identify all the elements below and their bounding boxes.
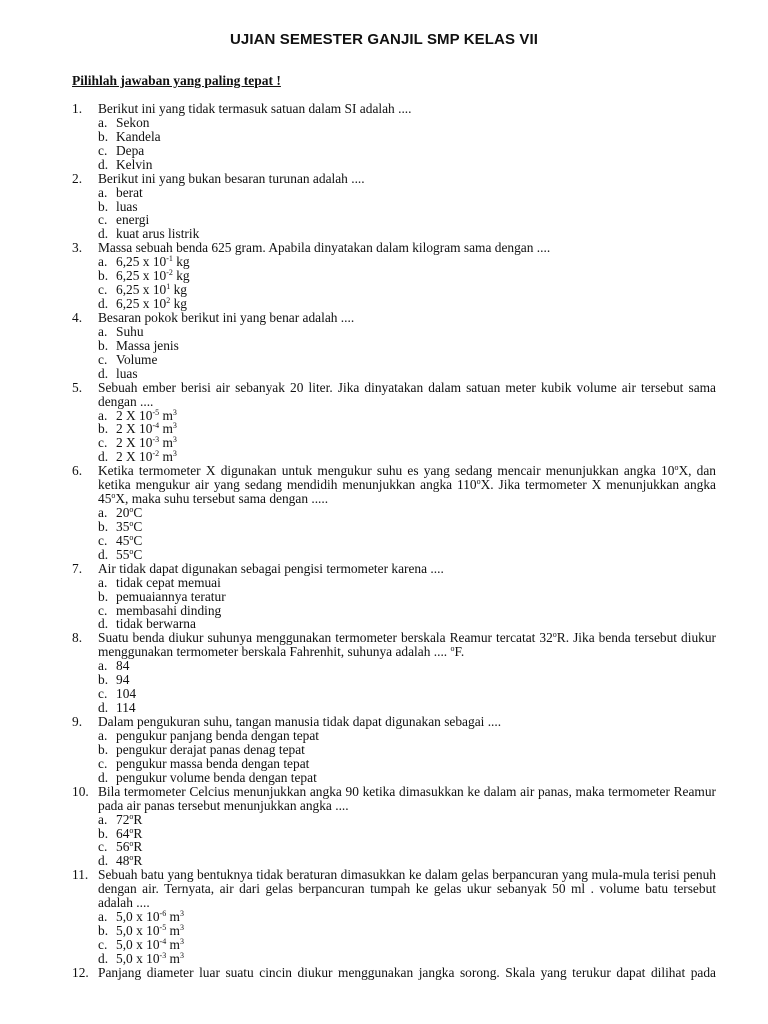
superscript: o bbox=[674, 463, 679, 473]
option-text: 64$^o$R bbox=[116, 825, 143, 841]
option-letter: c. bbox=[98, 532, 108, 548]
question-text: Dalam pengukuran suhu, tangan manusia tidak dapat digunakan sebagai .... bbox=[98, 714, 502, 729]
superscript: o bbox=[111, 491, 116, 501]
answer-option bbox=[98, 701, 716, 715]
superscript: -6 bbox=[159, 909, 167, 919]
superscript: -3 bbox=[159, 950, 167, 960]
option-letter: b. bbox=[98, 519, 109, 535]
superscript: 2 bbox=[166, 295, 171, 305]
answer-option bbox=[98, 227, 716, 241]
option-letter: b. bbox=[98, 923, 109, 939]
question-number: 2. bbox=[72, 170, 83, 186]
answer-option bbox=[98, 771, 716, 785]
option-text: kuat arus listrik bbox=[116, 226, 200, 242]
question-number: 3. bbox=[72, 240, 83, 256]
question-number: 7. bbox=[72, 560, 83, 576]
option-letter: a. bbox=[98, 811, 108, 827]
option-letter: c. bbox=[98, 212, 108, 228]
answer-options bbox=[72, 910, 716, 966]
answer-option bbox=[98, 144, 716, 158]
page-title: UJIAN SEMESTER GANJIL SMP KELAS VII bbox=[229, 31, 538, 48]
option-text: 2 X $10^{-2}$ $m^3$ bbox=[116, 449, 177, 465]
option-letter: d. bbox=[98, 226, 109, 242]
option-text: Kandela bbox=[116, 128, 161, 144]
option-text: 56$^o$R bbox=[116, 839, 143, 855]
superscript: -2 bbox=[152, 449, 160, 459]
answer-option bbox=[98, 297, 716, 311]
question-item bbox=[72, 464, 716, 562]
option-text: 2 X $10^{-5}$ $m^3$ bbox=[116, 407, 177, 423]
answer-option bbox=[98, 367, 716, 381]
answer-option bbox=[98, 213, 716, 227]
option-text: 6,25 x $10^{-1}$ kg bbox=[116, 254, 190, 270]
option-letter: c. bbox=[98, 686, 108, 702]
answer-options bbox=[72, 116, 716, 172]
question-text: Air tidak dapat digunakan sebagai pengisi termometer karena .... bbox=[98, 560, 444, 576]
superscript: o bbox=[476, 477, 481, 487]
question-text: Berikut ini yang tidak termasuk satuan dalam SI adalah .... bbox=[98, 101, 412, 116]
question-text: Berikut ini yang bukan besaran turunan adalah .... bbox=[98, 170, 365, 186]
answer-option bbox=[98, 840, 716, 854]
option-text: 72$^o$R bbox=[116, 811, 143, 827]
option-text: 94 bbox=[116, 672, 130, 688]
option-text: tidak cepat memuai bbox=[116, 574, 221, 590]
option-text: 35$^o$C bbox=[116, 519, 143, 535]
question-item bbox=[72, 715, 716, 785]
option-letter: b. bbox=[98, 421, 109, 437]
answer-option bbox=[98, 422, 716, 436]
option-letter: b. bbox=[98, 128, 109, 144]
option-text: 5,0 x $10^{-5}$ $m^3$ bbox=[116, 923, 184, 939]
question-text: Ketika termometer X digunakan untuk mengukur suhu es yang sedang mencair menunjukkan angka 10$^o$X, dan ketika mengukur air yang sedang mendidih menunjukkan angka 110$^o$X. Jika termometer X menunjukkan angka 45$^o$X, maka suhu tersebut sama dengan ..... bbox=[98, 463, 716, 507]
answer-option bbox=[98, 283, 716, 297]
question-item bbox=[72, 311, 716, 381]
option-text: tidak berwarna bbox=[116, 616, 196, 632]
answer-option bbox=[98, 729, 716, 743]
answer-options bbox=[72, 659, 716, 715]
question-item bbox=[72, 102, 716, 172]
option-letter: d. bbox=[98, 853, 109, 869]
answer-option bbox=[98, 409, 716, 423]
superscript: 3 bbox=[179, 923, 184, 933]
answer-option bbox=[98, 130, 716, 144]
option-text: pemuaiannya teratur bbox=[116, 588, 226, 604]
option-letter: d. bbox=[98, 365, 109, 381]
option-letter: c. bbox=[98, 282, 108, 298]
option-text: 2 X $10^{-4}$ $m^3$ bbox=[116, 421, 177, 437]
answer-option bbox=[98, 673, 716, 687]
answer-option bbox=[98, 353, 716, 367]
option-letter: a. bbox=[98, 505, 108, 521]
option-text: berat bbox=[116, 184, 143, 200]
superscript: -4 bbox=[152, 421, 160, 431]
superscript: -3 bbox=[152, 435, 160, 445]
answer-option bbox=[98, 743, 716, 757]
question-number: 11. bbox=[72, 867, 89, 883]
option-letter: b. bbox=[98, 198, 109, 214]
question-text: Bila termometer Celcius menunjukkan angka 90 ketika dimasukkan ke dalam air panas, maka termometer Reamur pada air panas tersebut menunjukkan angka .... bbox=[98, 783, 716, 813]
question-text: Sebuah batu yang bentuknya tidak beraturan dimasukkan ke dalam gelas berpancuran yang mula-mula terisi penuh dengan air. Ternyata, air dari gelas berpancuran tumpah ke gelas ukur sebanyak 50 ml . volume batu tersebut adalah .... bbox=[98, 867, 716, 911]
answer-option bbox=[98, 827, 716, 841]
option-letter: c. bbox=[98, 937, 108, 953]
answer-option bbox=[98, 186, 716, 200]
option-text: 55$^o$C bbox=[116, 546, 143, 562]
question-text: Sebuah ember berisi air sebanyak 20 liter. Jika dinyatakan dalam satuan meter kubik volume air tersebut sama dengan .... bbox=[98, 379, 716, 409]
option-letter: a. bbox=[98, 574, 108, 590]
answer-options bbox=[72, 255, 716, 311]
superscript: 3 bbox=[172, 435, 177, 445]
option-letter: d. bbox=[98, 295, 109, 311]
answer-option bbox=[98, 813, 716, 827]
option-letter: a. bbox=[98, 115, 108, 130]
answer-option bbox=[98, 548, 716, 562]
option-letter: b. bbox=[98, 825, 109, 841]
superscript: o bbox=[450, 644, 455, 654]
question-number: 5. bbox=[72, 379, 83, 395]
question-number: 9. bbox=[72, 714, 83, 729]
question-item bbox=[72, 172, 716, 242]
option-letter: c. bbox=[98, 351, 108, 367]
option-letter: b. bbox=[98, 268, 109, 284]
option-letter: b. bbox=[98, 672, 109, 688]
question-item bbox=[72, 966, 716, 980]
superscript: o bbox=[129, 839, 134, 849]
option-text: 6,25 x $10^2$ kg bbox=[116, 295, 187, 311]
superscript: o bbox=[129, 811, 134, 821]
answer-option bbox=[98, 576, 716, 590]
answer-option bbox=[98, 534, 716, 548]
option-letter: c. bbox=[98, 839, 108, 855]
answer-options bbox=[72, 576, 716, 632]
option-text: pengukur derajat panas denag tepat bbox=[116, 741, 305, 757]
answer-option bbox=[98, 590, 716, 604]
superscript: -1 bbox=[166, 254, 173, 264]
option-text: pengukur panjang benda dengan tepat bbox=[116, 728, 320, 743]
option-text: 5,0 x $10^{-4}$ $m^3$ bbox=[116, 937, 184, 953]
superscript: -2 bbox=[166, 268, 173, 278]
option-letter: a. bbox=[98, 909, 108, 925]
option-letter: d. bbox=[98, 700, 109, 716]
option-letter: d. bbox=[98, 950, 109, 966]
option-letter: d. bbox=[98, 769, 109, 785]
superscript: 3 bbox=[179, 950, 184, 960]
superscript: 3 bbox=[172, 449, 177, 459]
question-list bbox=[72, 102, 716, 980]
option-text: 5,0 x $10^{-6}$ $m^3$ bbox=[116, 909, 184, 925]
option-letter: b. bbox=[98, 588, 109, 604]
question-number: 6. bbox=[72, 463, 83, 479]
option-text: 6,25 x $10^1$ kg bbox=[116, 282, 187, 298]
superscript: o bbox=[129, 532, 134, 542]
option-text: Volume bbox=[116, 351, 158, 367]
answer-option bbox=[98, 687, 716, 701]
option-text: 6,25 x $10^{-2}$ kg bbox=[116, 268, 190, 284]
answer-option bbox=[98, 854, 716, 868]
option-text: 104 bbox=[116, 686, 137, 702]
answer-option bbox=[98, 506, 716, 520]
answer-options bbox=[72, 729, 716, 785]
option-letter: a. bbox=[98, 323, 108, 339]
option-letter: a. bbox=[98, 728, 108, 743]
answer-option bbox=[98, 659, 716, 673]
question-number: 12. bbox=[72, 964, 89, 980]
option-text: pengukur massa benda dengan tepat bbox=[116, 755, 310, 771]
option-text: 20$^o$C bbox=[116, 505, 143, 521]
question-text: Massa sebuah benda 625 gram. Apabila dinyatakan dalam kilogram sama dengan .... bbox=[98, 240, 551, 256]
option-text: 48$^o$R bbox=[116, 853, 143, 869]
option-text: 5,0 x $10^{-3}$ $m^3$ bbox=[116, 950, 184, 966]
option-letter: b. bbox=[98, 741, 109, 757]
superscript: o bbox=[129, 825, 134, 835]
superscript: -5 bbox=[152, 407, 160, 417]
answer-option bbox=[98, 450, 716, 464]
option-letter: d. bbox=[98, 616, 109, 632]
option-letter: c. bbox=[98, 142, 108, 158]
question-number: 1. bbox=[72, 101, 83, 116]
answer-option bbox=[98, 116, 716, 130]
answer-option bbox=[98, 924, 716, 938]
answer-option bbox=[98, 325, 716, 339]
option-text: energi bbox=[116, 212, 150, 228]
question-item bbox=[72, 241, 716, 311]
question-item bbox=[72, 631, 716, 715]
question-text: Panjang diameter luar suatu cincin diukur menggunakan jangka sorong. Skala yang terukur dapat dilihat pada bbox=[98, 964, 716, 980]
option-letter: d. bbox=[98, 156, 109, 172]
option-text: pengukur volume benda dengan tepat bbox=[116, 769, 317, 785]
superscript: o bbox=[129, 853, 134, 863]
answer-option bbox=[98, 757, 716, 771]
superscript: 3 bbox=[172, 421, 177, 431]
option-letter: a. bbox=[98, 407, 108, 423]
option-letter: a. bbox=[98, 254, 108, 270]
instruction-heading: Pilihlah jawaban yang paling tepat ! bbox=[72, 73, 281, 88]
superscript: o bbox=[129, 519, 134, 529]
answer-option bbox=[98, 269, 716, 283]
superscript: 3 bbox=[179, 909, 184, 919]
question-number: 8. bbox=[72, 630, 83, 646]
superscript: 3 bbox=[179, 937, 184, 947]
option-text: luas bbox=[116, 365, 138, 381]
answer-option bbox=[98, 604, 716, 618]
superscript: o bbox=[129, 505, 134, 515]
answer-option bbox=[98, 617, 716, 631]
answer-options bbox=[72, 813, 716, 869]
option-letter: c. bbox=[98, 435, 108, 451]
option-text: 2 X $10^{-3}$ $m^3$ bbox=[116, 435, 177, 451]
option-letter: a. bbox=[98, 658, 108, 674]
option-text: 114 bbox=[116, 700, 136, 716]
option-text: Kelvin bbox=[116, 156, 153, 172]
answer-option bbox=[98, 952, 716, 966]
answer-option bbox=[98, 339, 716, 353]
question-number: 4. bbox=[72, 309, 83, 325]
option-text: Massa jenis bbox=[116, 337, 179, 353]
superscript: -4 bbox=[159, 937, 167, 947]
superscript: o bbox=[552, 630, 557, 640]
answer-option bbox=[98, 436, 716, 450]
answer-option bbox=[98, 910, 716, 924]
question-text: Besaran pokok berikut ini yang benar adalah .... bbox=[98, 309, 355, 325]
superscript: 1 bbox=[166, 282, 171, 292]
question-item bbox=[72, 562, 716, 632]
option-text: 45$^o$C bbox=[116, 532, 143, 548]
answer-option bbox=[98, 255, 716, 269]
question-text: Suatu benda diukur suhunya menggunakan termometer berskala Reamur tercatat 32$^o$R. Jika benda tersebut diukur menggunakan termometer berskala Fahrenhit, suhunya adalah .... $^o$F. bbox=[98, 630, 716, 660]
answer-options bbox=[72, 506, 716, 562]
answer-options bbox=[72, 186, 716, 242]
answer-option bbox=[98, 158, 716, 172]
question-item bbox=[72, 381, 716, 465]
option-letter: c. bbox=[98, 755, 108, 771]
option-text: Sekon bbox=[116, 115, 150, 130]
option-letter: c. bbox=[98, 602, 108, 618]
option-text: luas bbox=[116, 198, 138, 214]
answer-option bbox=[98, 938, 716, 952]
option-text: Depa bbox=[116, 142, 145, 158]
answer-options bbox=[72, 325, 716, 381]
option-text: membasahi dinding bbox=[116, 602, 222, 618]
question-item bbox=[72, 785, 716, 869]
option-letter: a. bbox=[98, 184, 108, 200]
question-item bbox=[72, 868, 716, 966]
answer-option bbox=[98, 520, 716, 534]
answer-option bbox=[98, 200, 716, 214]
option-letter: d. bbox=[98, 449, 109, 465]
superscript: o bbox=[129, 546, 134, 556]
option-text: Suhu bbox=[116, 323, 144, 339]
superscript: -5 bbox=[159, 923, 167, 933]
superscript: 3 bbox=[172, 407, 177, 417]
option-letter: b. bbox=[98, 337, 109, 353]
option-letter: d. bbox=[98, 546, 109, 562]
question-number: 10. bbox=[72, 783, 89, 799]
option-text: 84 bbox=[116, 658, 130, 674]
answer-options bbox=[72, 409, 716, 465]
